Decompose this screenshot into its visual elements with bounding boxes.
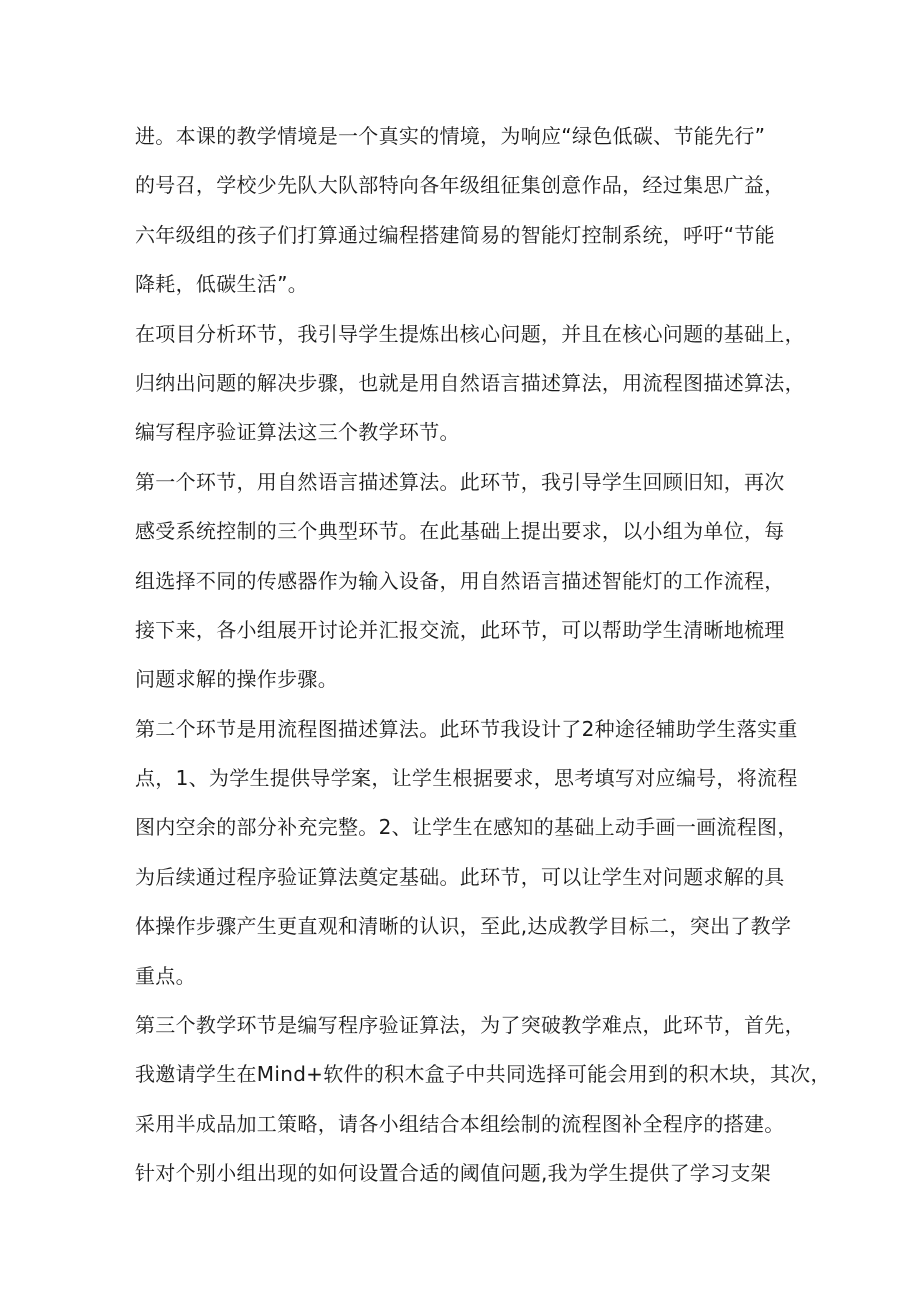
text-line: 接下来，各小组展开讨论并汇报交流，此环节，可以帮助学生清晰地梳理 bbox=[135, 617, 785, 642]
text-line: 降耗，低碳生活”。 bbox=[135, 272, 309, 297]
text-line: 感受系统控制的三个典型环节。在此基础上提出要求，以小组为单位，每 bbox=[135, 519, 785, 544]
text-line: 归纳出问题的解决步骤，也就是用自然语言描述算法，用流程图描述算法， bbox=[135, 370, 805, 395]
text-line: 第三个教学环节是编写程序验证算法，为了突破教学难点，此环节，首先， bbox=[135, 1013, 805, 1038]
text-line: 组选择不同的传感器作为输入设备，用自然语言描述智能灯的工作流程， bbox=[135, 568, 785, 593]
text-line: 问题求解的操作步骤。 bbox=[135, 667, 338, 692]
text-line: 图内空余的部分补充完整。2、让学生在感知的基础上动手画一画流程图， bbox=[135, 815, 798, 840]
text-line: 体操作步骤产生更直观和清晰的认识，至此,达成教学目标二，突出了教学 bbox=[135, 914, 792, 939]
text-line: 针对个别小组出现的如何设置合适的阈值问题,我为学生提供了学习支架 bbox=[135, 1161, 771, 1186]
text-line: 在项目分析环节，我引导学生提炼出核心问题，并且在核心问题的基础上， bbox=[135, 321, 805, 346]
text-line: 点，1、为学生提供导学案，让学生根据要求，思考填写对应编号，将流程 bbox=[135, 766, 798, 791]
body-text bbox=[135, 112, 831, 1199]
text-line: 进。本课的教学情境是一个真实的情境，为响应“绿色低碳、节能先行” bbox=[135, 124, 766, 148]
text-line: 为后续通过程序验证算法奠定基础。此环节，可以让学生对问题求解的具 bbox=[135, 864, 785, 889]
text-line: 我邀请学生在Mind+软件的积木盒子中共同选择可能会用到的积木块，其次， bbox=[135, 1062, 831, 1087]
text-line: 编写程序验证算法这三个教学环节。 bbox=[135, 420, 460, 445]
text-line: 第一个环节，用自然语言描述算法。此环节，我引导学生回顾旧知，再次 bbox=[135, 469, 785, 494]
text-line: 采用半成品加工策略，请各小组结合本组绘制的流程图补全程序的搭建。 bbox=[135, 1111, 785, 1136]
text-line: 第二个环节是用流程图描述算法。此环节我设计了2种途径辅助学生落实重 bbox=[135, 716, 798, 741]
text-line: 的号召，学校少先队大队部特向各年级组征集创意作品，经过集思广益， bbox=[135, 173, 785, 198]
text-line: 六年级组的孩子们打算通过编程搭建简易的智能灯控制系统，呼吁“节能 bbox=[135, 222, 775, 247]
text-line: 重点。 bbox=[135, 963, 196, 988]
